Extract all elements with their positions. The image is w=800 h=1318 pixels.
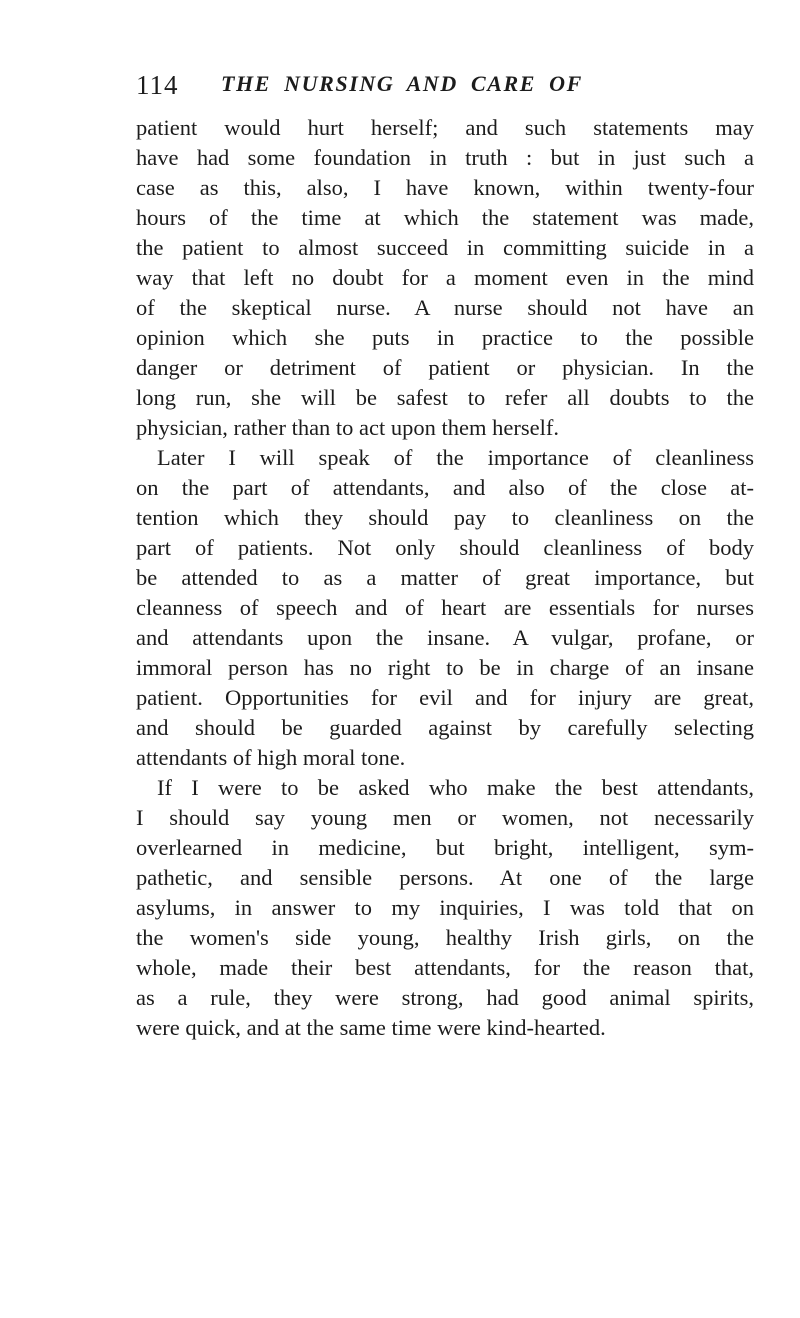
text-line: I should say young men or women, not necessarily [136, 805, 754, 830]
running-title: THE NURSING AND CARE OF [221, 71, 583, 96]
text-line: whole, made their best attendants, for the reason that, [136, 955, 754, 980]
text-line: be attended to as a matter of great importance, but [136, 565, 754, 590]
text-line: way that left no doubt for a moment even in the mind [136, 265, 754, 290]
text-line: pathetic, and sensible persons. At one of the large [136, 865, 754, 890]
text-line: patient. Opportunities for evil and for injury are great, [136, 685, 754, 710]
text-line: on the part of attendants, and also of the close at- [136, 475, 754, 500]
text-line: the women's side young, healthy Irish girls, on the [136, 925, 754, 950]
text-line: long run, she will be safest to refer all doubts to the [136, 385, 754, 410]
text-line: opinion which she puts in practice to the possible [136, 325, 754, 350]
text-line: have had some foundation in truth : but in just such a [136, 145, 754, 170]
text-line: If I were to be asked who make the best attendants, [157, 775, 754, 800]
text-line: physician, rather than to act upon them herself. [136, 415, 559, 440]
text-line: attendants of high moral tone. [136, 745, 406, 770]
text-line: and should be guarded against by carefully selecting [136, 715, 754, 740]
text-line: hours of the time at which the statement was made, [136, 205, 754, 230]
page-number: 114 [136, 70, 179, 100]
body-text [136, 113, 754, 1043]
text-line: were quick, and at the same time were kind-hearted. [136, 1015, 606, 1040]
text-line: immoral person has no right to be in charge of an insane [136, 655, 754, 680]
text-line: as a rule, they were strong, had good animal spirits, [136, 985, 754, 1010]
text-line: Later I will speak of the importance of cleanliness [157, 445, 754, 470]
running-head [136, 70, 756, 102]
text-line: part of patients. Not only should cleanliness of body [136, 535, 754, 560]
text-line: the patient to almost succeed in committing suicide in a [136, 235, 754, 260]
text-line: of the skeptical nurse. A nurse should not have an [136, 295, 754, 320]
text-line: asylums, in answer to my inquiries, I was told that on [136, 895, 754, 920]
text-line: patient would hurt herself; and such statements may [136, 115, 754, 140]
text-line: case as this, also, I have known, within twenty-four [136, 175, 754, 200]
text-line: cleanness of speech and of heart are essentials for nurses [136, 595, 754, 620]
text-line: and attendants upon the insane. A vulgar, profane, or [136, 625, 754, 650]
text-line: tention which they should pay to cleanliness on the [136, 505, 754, 530]
text-line: danger or detriment of patient or physician. In the [136, 355, 754, 380]
text-line: overlearned in medicine, but bright, intelligent, sym- [136, 835, 754, 860]
